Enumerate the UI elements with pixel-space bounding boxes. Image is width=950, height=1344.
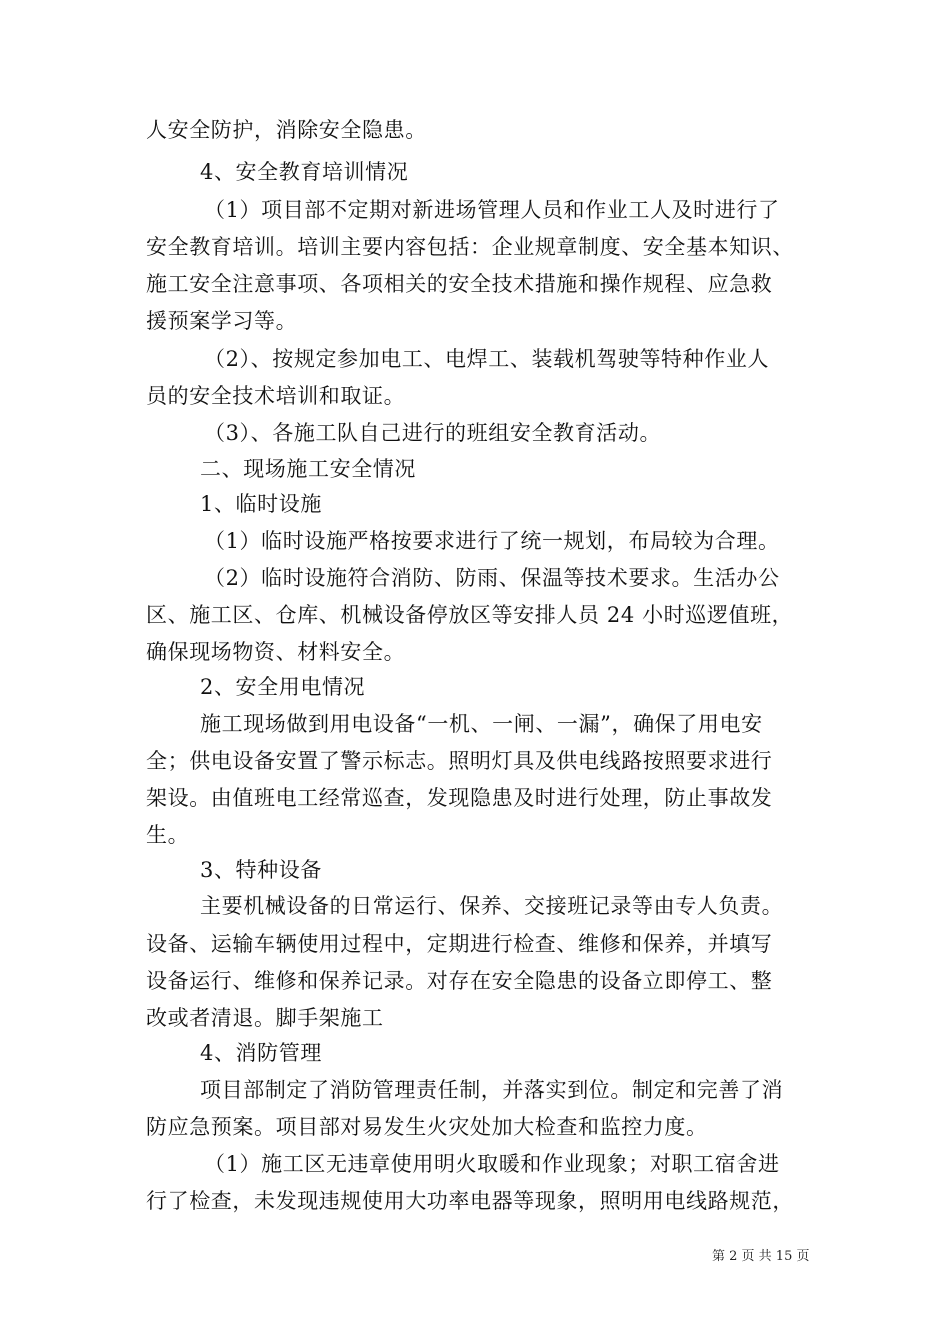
- text-line: 设备运行、维修和保养记录。对存在安全隐患的设备立即停工、整: [146, 969, 773, 993]
- text-line: 援预案学习等。: [146, 309, 298, 333]
- text-line: （3）、各施工队自己进行的班组安全教育活动。: [204, 421, 662, 445]
- section-heading: 3、特种设备: [200, 858, 322, 882]
- text-line: 主要机械设备的日常运行、保养、交接班记录等由专人负责。: [200, 894, 784, 918]
- section-heading: 1、临时设施: [200, 492, 322, 516]
- text-line: 施工现场做到用电设备“一机、一闸、一漏”，确保了用电安: [200, 712, 763, 736]
- text-line: 设备、运输车辆使用过程中，定期进行检查、维修和保养，并填写: [146, 932, 773, 956]
- text-line: 项目部制定了消防管理责任制，并落实到位。制定和完善了消: [200, 1078, 784, 1102]
- text-line: 人安全防护，消除安全隐患。: [146, 118, 427, 142]
- page-footer: 第 2 页 共 15 页: [712, 1249, 810, 1264]
- text-line: 安全教育培训。培训主要内容包括：企业规章制度、安全基本知识、: [146, 235, 794, 259]
- section-heading: 4、安全教育培训情况: [200, 160, 409, 184]
- text-line: 生。: [146, 823, 190, 847]
- text-line: 员的安全技术培训和取证。: [146, 384, 406, 408]
- text-line: 区、施工区、仓库、机械设备停放区等安排人员 24 小时巡逻值班，: [146, 603, 794, 627]
- text-line: （1）临时设施严格按要求进行了统一规划，布局较为合理。: [204, 529, 780, 553]
- text-line: 改或者清退。脚手架施工: [146, 1006, 384, 1030]
- section-heading: 2、安全用电情况: [200, 675, 366, 699]
- text-line: 行了检查，未发现违规使用大功率电器等现象，照明用电线路规范，: [146, 1189, 794, 1213]
- text-line: 确保现场物资、材料安全。: [146, 640, 406, 664]
- text-line: 防应急预案。项目部对易发生火灾处加大检查和监控力度。: [146, 1115, 708, 1139]
- text-line: 施工安全注意事项、各项相关的安全技术措施和操作规程、应急救: [146, 272, 773, 296]
- text-line: （1）项目部不定期对新进场管理人员和作业工人及时进行了: [204, 198, 780, 222]
- text-line: （2）临时设施符合消防、防雨、保温等技术要求。生活办公: [204, 566, 780, 590]
- text-line: （2）、按规定参加电工、电焊工、装载机驾驶等特种作业人: [204, 347, 770, 371]
- section-heading: 二、现场施工安全情况: [200, 457, 416, 481]
- section-heading: 4、消防管理: [200, 1041, 322, 1065]
- text-line: 全；供电设备安置了警示标志。照明灯具及供电线路按照要求进行: [146, 749, 773, 773]
- text-line: （1）施工区无违章使用明火取暖和作业现象；对职工宿舍进: [204, 1152, 780, 1176]
- text-line: 架设。由值班电工经常巡查，发现隐患及时进行处理，防止事故发: [146, 786, 773, 810]
